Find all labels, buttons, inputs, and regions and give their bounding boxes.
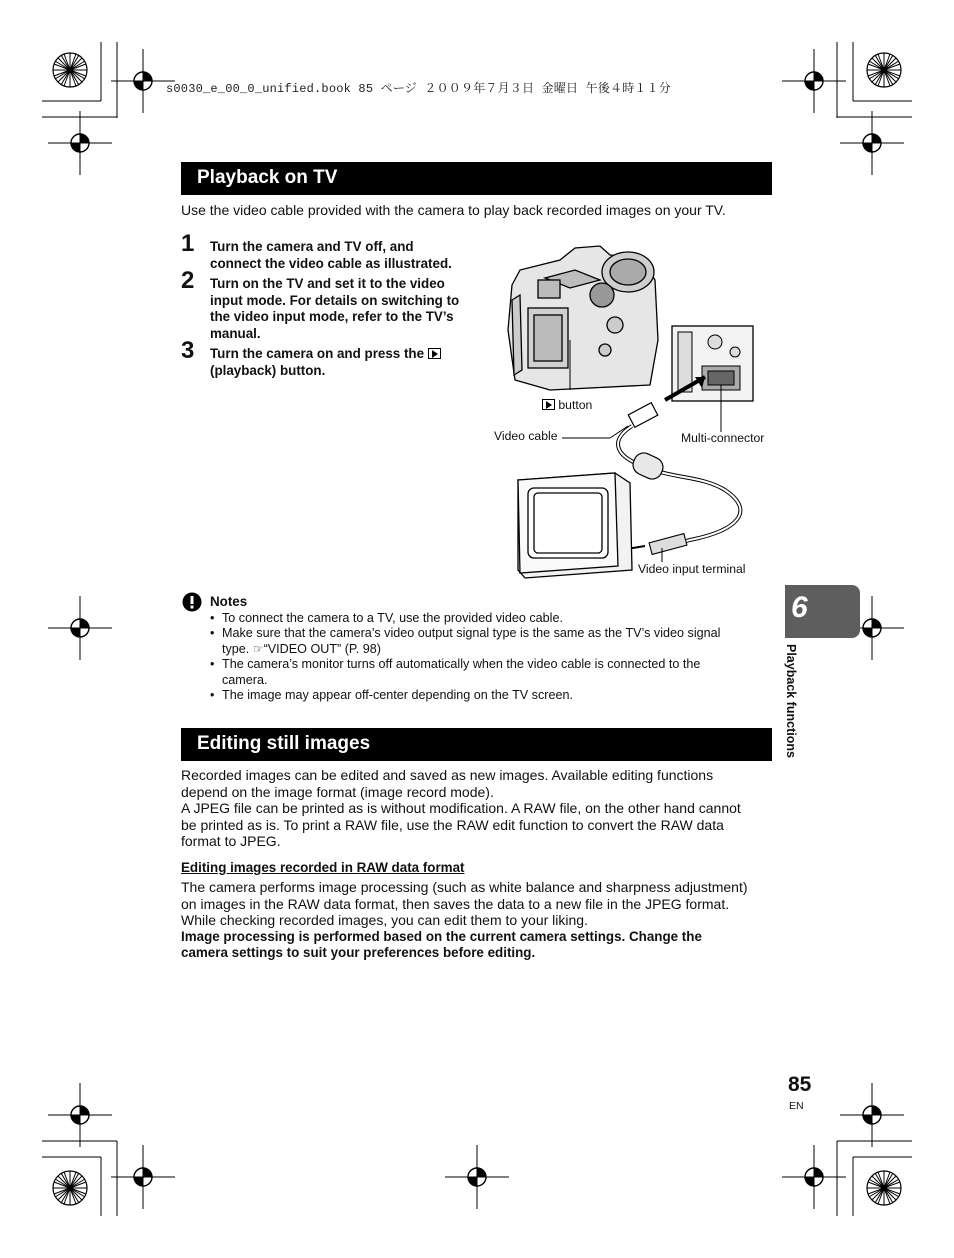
video-input-terminal-label: Video input terminal [638,562,746,576]
step-number: 1 [181,230,195,257]
video-cable-label: Video cable [494,429,558,443]
editing-paragraph: Recorded images can be edited and saved as new images. Available editing functions depend on the image format (image record mode). A JPEG file can be printed as is without modification. A RAW file, on the other hand cannot be printed as is. To print a RAW file, use the RAW edit function to convert the RAW data format to JPEG. [181,767,741,850]
reference-icon: ☞ [252,641,264,656]
section-heading-playback [181,162,772,195]
playback-button-icon [542,399,555,410]
section-heading-editing [181,728,772,761]
section-title: Editing still images [197,733,371,754]
step-text: Turn the camera and TV off, and connect the video cable as illustrated. [210,239,452,271]
step-text: Turn the camera on and press the (playback) button. [210,346,441,379]
notes-title: Notes [210,594,248,609]
print-info: s0030_e_00_0_unified.book 85 ページ ２００９年７月３日 金曜日 午後４時１１分 [166,82,671,96]
camera-tv-connection-illustration [490,240,770,585]
language-code: EN [789,1100,804,1112]
playback-intro: Use the video cable provided with the camera to play back recorded images on your TV. [181,202,726,218]
multi-connector-label: Multi-connector [681,431,765,445]
step-number: 2 [181,267,195,294]
notes-warning-icon [182,592,202,612]
raw-paragraph: The camera performs image processing (such as white balance and sharpness adjustment) on images in the RAW data format, then saves the data to a new file in the JPEG format. While checking recorded images, you can edit them to your liking. Image processing is performed based on the current camera settings. Change the camera settings to suit your preferences before editing. [181,879,748,961]
step-text: Turn on the TV and set it to the video input mode. For details on switching to the video input mode, refer to the TV’s manual. [210,276,460,341]
page-number: 85 [788,1073,812,1096]
chapter-number: 6 [791,591,808,624]
raw-subheading: Editing images recorded in RAW data format [181,860,465,875]
section-title: Playback on TV [197,167,338,188]
playback-button-icon [428,348,441,359]
chapter-tab [785,585,860,638]
chapter-label: Playback functions [784,644,798,758]
playback-button-label: button [542,398,592,412]
step-number: 3 [181,337,195,364]
